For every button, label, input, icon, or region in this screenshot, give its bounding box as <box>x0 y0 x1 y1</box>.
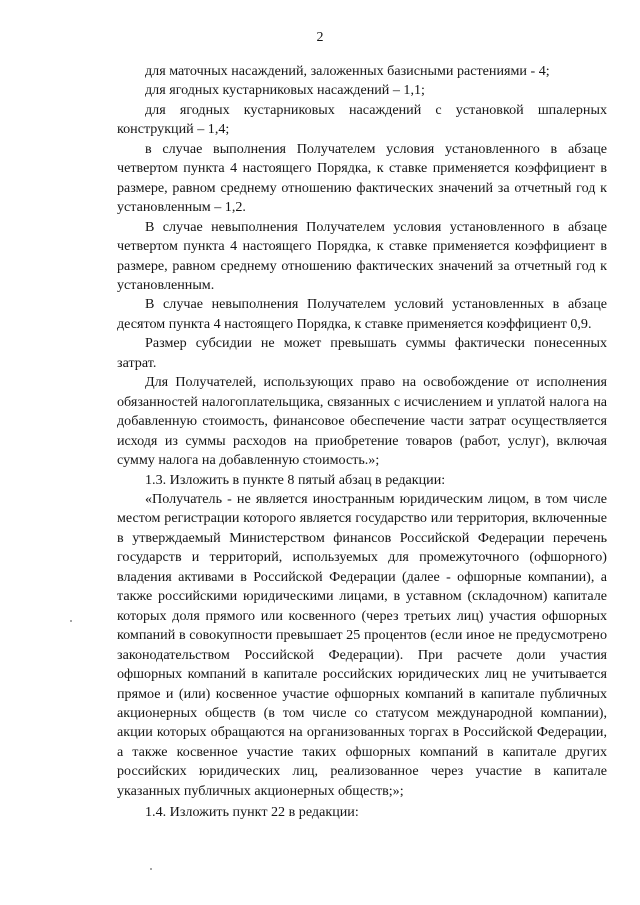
paragraph-7: Размер субсидии не может превышать суммы фактически понесенных затрат. <box>117 335 607 371</box>
paragraph-6: В случае невыполнения Получателем условий установленных в абзаце десятом пункта 4 настоящего Порядка, к ставке применяется коэффициент 0,9. <box>117 296 607 332</box>
paragraph-3: для ягодных кустарниковых насаждений с установкой шпалерных конструкций – 1,4; <box>117 101 607 138</box>
paragraph-1: для маточных насаждений, заложенных базисными растениями - 4; <box>145 63 550 79</box>
paragraph-8: Для Получателей, использующих право на освобождение от исполнения обязанностей налогоплательщика, связанных с исчислением и уплатой налога на добавленную стоимость, финансовое обеспечение части затрат осуществляется исходя из суммы расходов на приобретение товаров (работ, услуг), включая сумму налога на добавленную стоимость.»; <box>117 374 607 469</box>
paragraph-9: 1.3. Изложить в пункте 8 пятый абзац в редакции: <box>145 471 446 488</box>
paragraph-10: «Получатель - не является иностранным юридическим лицом, в том числе местом регистрации которого является государство или территория, включенные в утверждаемый Министерством финансов Российской Федерации перечень государств и территорий, используемых для промежуточного (офшорного) владения активами в Российской Федерации (далее - офшорные компании), а также российскими юридическими лицами, в уставном (складочном) капитале которых доля прямого или косвенного (через третьих лиц) участия офшорных компаний в совокупности превышает 25 процентов (если иное не предусмотрено законодательством Российской Федерации). При расчете доли участия офшорных компаний в капитале российских юридических лиц не учитывается прямое и (или) косвенное участие офшорных компаний в капитале публичных акционерных обществ (в том числе со статусом международной компании), акции которых обращаются на организованных торгах в Российской Федерации, а также косвенное участие таких офшорных компаний в капитале других российских юридических лиц, реализованное через участие в капитале указанных публичных акционерных обществ;»; <box>117 490 607 799</box>
paragraph-2: для ягодных кустарниковых насаждений – 1,1; <box>145 82 425 99</box>
document-body <box>117 62 607 823</box>
paragraph-5: В случае невыполнения Получателем условия установленного в абзаце четвертом пункта 4 настоящего Порядка, к ставке применяется коэффициент в размере, равном среднему отношению фактических значений за отчетный год к установленным. <box>117 218 607 293</box>
paragraph-11: 1.4. Изложить пункт 22 в редакции: <box>145 804 359 821</box>
scan-speck <box>150 868 152 870</box>
page-number: 2 <box>316 30 324 45</box>
paragraph-4: в случае выполнения Получателем условия установленного в абзаце четвертом пункта 4 настоящего Порядка, к ставке применяется коэффициент в размере, равном среднему отношению фактических значений за отчетный год к установленным – 1,2. <box>117 140 607 216</box>
scan-speck <box>70 620 72 622</box>
